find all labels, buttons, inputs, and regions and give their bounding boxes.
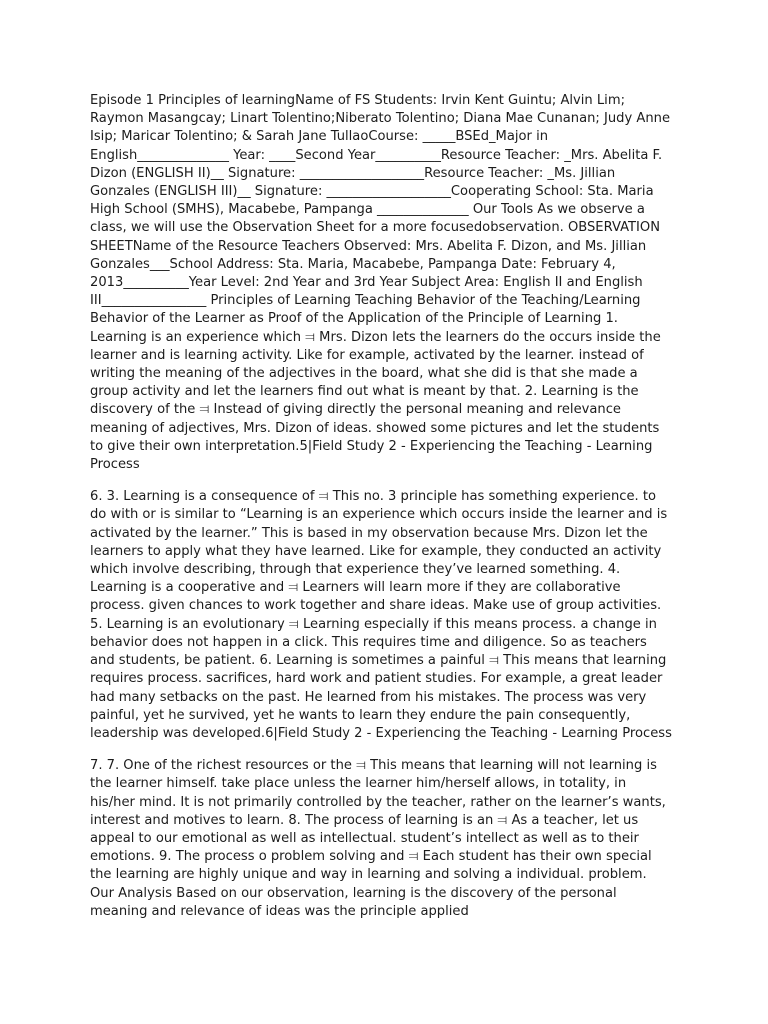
paragraph-page-6: 6. 3. Learning is a consequence of ⫤ This no. 3 principle has something experience. to do with or is similar to “Learning is an experience which occurs inside the learner and is activated by the learner.” This is based in my observation because Mrs. Dizon let the learners to apply what they have learned. Like for example, they conducted an activity which involve describing, through that experience they’ve learned something. 4. Learning is a cooperative and ⫤ Learners will learn more if they are collaborative process. given chances to work together and share ideas. Make use of group activities. 5. Learning is an evolutionary ⫤ Learning especially if this means process. a change in behavior does not happen in a click. This requires time and diligence. So as teachers and students, be patient. 6. Learning is sometimes a painful ⫤ This means that learning requires process. sacrifices, hard work and patient studies. For example, a great leader had many setbacks on the past. He learned from his mistakes. The process was very painful, yet he survived, yet he wants to learn they endure the pain consequently, leadership was developed.6|Field Study 2 - Experiencing the Teaching - Learning Process — [90, 489, 672, 741]
paragraph-page-5: Episode 1 Principles of learningName of FS Students: Irvin Kent Guintu; Alvin Lim; Raymon Masangcay; Linart Tolentino;Niberato Tolentino; Diana Mae Cunanan; Judy Anne Isip; Maricar Tolentino; & Sarah Jane TullaoCourse: _____BSEd_Major in English______________ Year: ____Second Year__________Resource Teacher: _Mrs. Abelita F. Dizon (ENGLISH II)__ Signature: ___________________Resource Teacher: _Ms. Jillian Gonzales (ENGLISH III)__ Signature: ___________________Cooperating School: Sta. Maria High School (SMHS), Macabebe, Pampanga ______________ Our Tools As we observe a class, we will use the Observation Sheet for a more focusedobservation. OBSERVATION SHEETName of the Resource Teachers Observed: Mrs. Abelita F. Dizon, and Ms. Jillian Gonzales___School Address: Sta. Maria, Macabebe, Pampanga Date: February 4, 2013__________Year Level: 2nd Year and 3rd Year Subject Area: English II and English III________________ Principles of Learning Teaching Behavior of the Teaching/Learning Behavior of the Learner as Proof of the Application of the Principle of Learning 1. Learning is an experience which ⫤ Mrs. Dizon lets the learners do the occurs inside the learner and is learning activity. Like for example, activated by the learner. instead of writing the meaning of the adjectives in the board, what she did is that she made a group activity and let the learners find out what is meant by that. 2. Learning is the discovery of the ⫤ Instead of giving directly the personal meaning and relevance meaning of adjectives, Mrs. Dizon of ideas. showed some pictures and let the students to give their own interpretation.5|Field Study 2 - Experiencing the Teaching - Learning Process — [90, 93, 670, 473]
paragraph-page-7: 7. 7. One of the richest resources or the ⫤ This means that learning will not learning is the learner himself. take place unless the learner him/herself allows, in totality, in his/her mind. It is not primarily controlled by the teacher, rather on the learner’s wants, interest and motives to learn. 8. The process of learning is an ⫤ As a teacher, let us appeal to our emotional as well as intellectual. student’s intellect as well as to their emotions. 9. The process o problem solving and ⫤ Each student has their own special the learning are highly unique and way in learning and solving a individual. problem. Our Analysis Based on our observation, learning is the discovery of the personal meaning and relevance of ideas was the principle applied — [90, 758, 666, 919]
document-page — [90, 92, 673, 935]
